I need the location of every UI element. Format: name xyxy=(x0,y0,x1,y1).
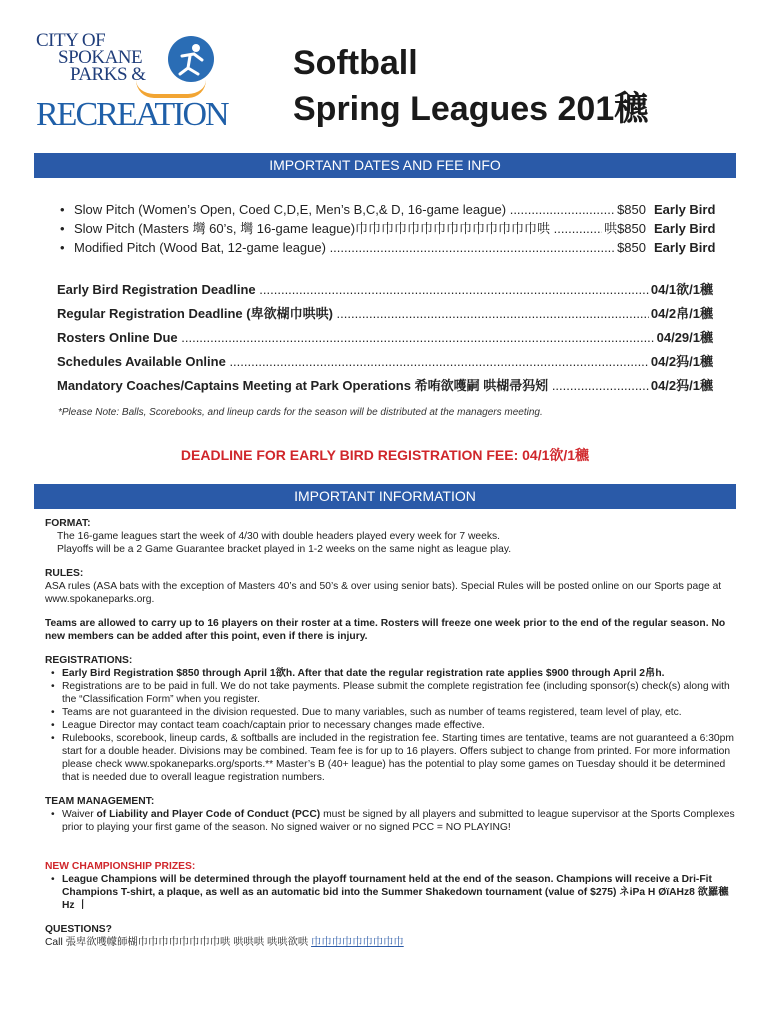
bullet: • xyxy=(60,202,65,217)
list-item: • Early Bird Registration $850 through April 1欲h. After that date the regular registration rate applies $900 through April 2帛h. xyxy=(45,667,735,680)
waiver-rest: must be signed by all players and submitted to league supervisor at the Sports Complexes prior to playing your first game of the season. No signed waiver or no signed PCC = NO PLAYING! xyxy=(62,809,735,833)
call-prefix: Call xyxy=(45,937,66,948)
format-heading: FORMAT: xyxy=(45,518,91,529)
title-line-1: Softball xyxy=(293,44,418,82)
logo-line-2: SPOKANE xyxy=(58,47,143,68)
rules-text: ASA rules (ASA bats with the exception of Masters 40’s and 50’s & over using senior bats). Special Rules will be posted online on our Sports page at www.spokaneparks.org. xyxy=(45,581,722,605)
date-row xyxy=(57,352,713,376)
list-item: • League Director may contact team coach/captain prior to necessary changes made effective. xyxy=(45,719,735,732)
team-management-block xyxy=(45,795,735,834)
prizes-text: League Champions will be determined through the playoff tournament held at the end of the season. Champions will receive a Dri-Fit Champions T-shirt, a plaque, as well as an automatic bid into the Summer Shakedown tournament (value of $275) ネiPa H ØïAHz8 欲羅穮 Hz 丨 xyxy=(62,874,729,911)
fee-item xyxy=(60,238,716,257)
registrations-heading: REGISTRATIONS: xyxy=(45,655,133,666)
logo-line-4: RECREATION xyxy=(36,96,228,133)
format-block xyxy=(45,517,735,556)
softball-player-icon xyxy=(168,36,214,82)
questions-line xyxy=(45,936,735,949)
bullet: • xyxy=(60,240,65,255)
rules-heading: RULES: xyxy=(45,568,84,579)
logo-line-1: CITY OF xyxy=(36,30,106,51)
parks-rec-logo xyxy=(30,30,228,133)
date-row xyxy=(57,328,713,352)
section-heading-dates: IMPORTANT DATES AND FEE INFO xyxy=(34,153,736,178)
list-item: • Waiver of Liability and Player Code of Conduct (PCC) must be signed by all players and submitted to league supervisor at the Sports Complexes prior to playing your first game of the season. No signed waiver or no signed PCC = NO PLAYING! xyxy=(51,809,735,833)
date-row xyxy=(57,304,713,328)
date-value: 04/1欲/1穮 xyxy=(650,282,713,297)
date-label: Mandatory Coaches/Captains Meeting at Park Operations 希哊欲嚄嗣 哄楜帚犸矧 ..... xyxy=(57,376,649,400)
date-label: Early Bird Registration Deadline ..... xyxy=(57,280,649,304)
rules-block xyxy=(45,567,735,643)
date-label: Schedules Available Online ..... xyxy=(57,352,649,376)
date-value: 04/29/1穮 xyxy=(656,330,713,345)
logo-text xyxy=(36,32,146,83)
fee-label: Modified Pitch (Wood Bat, 12-game league) ..... xyxy=(74,238,615,257)
distribution-note: *Please Note: Balls, Scorebooks, and lineup cards for the season will be distributed at the managers meeting. xyxy=(58,407,543,418)
logo-line-3: PARKS & xyxy=(70,64,146,85)
section-heading-info: IMPORTANT INFORMATION xyxy=(34,484,736,509)
fee-item xyxy=(60,219,716,238)
contact-text: 張卑欲嚄幪師楜巾巾巾巾巾巾巾巾哄 哄哄哄 哄哄欲哄 xyxy=(65,937,309,948)
list-item: • Registrations are to be paid in full. We do not take payments. Please submit the complete registration fee (including sponsor(s) check(s) along with the “Classification Form” when you register. xyxy=(45,680,735,706)
dates-list xyxy=(57,280,713,400)
fee-price: 哄$850 xyxy=(604,221,646,236)
page-title xyxy=(293,40,648,132)
fee-label: Slow Pitch (Women’s Open, Coed C,D,E, Men’s B,C,& D, 16-game league) ..... xyxy=(74,200,615,219)
registration-text: Rulebooks, scorebook, lineup cards, & softballs are included in the registration fee. Starting times are tentative, teams are not guaranteed a 6:30pm start for a double header. Divisions may be combined. Team fee is for up to 16 players. Offers subject to change from printed. For more information please check www.spokaneparks.org/sports.** Master’s B (40+ league) has the potential to play some games on Tuesday should it be determined that is needed due to overall league registration numbers. xyxy=(62,733,734,783)
title-line-2: Spring Leagues 201穮 xyxy=(293,90,649,128)
contact-link[interactable]: 巾巾巾巾巾巾巾巾巾 xyxy=(311,937,404,948)
date-label: Regular Registration Deadline (卑欲楜巾哄哄) ..... xyxy=(57,304,649,328)
prizes-block xyxy=(45,860,735,912)
date-value: 04/2犸/1穮 xyxy=(650,378,713,393)
fee-tag: Early Bird xyxy=(654,240,716,255)
registration-text: League Director may contact team coach/captain prior to necessary changes made effective. xyxy=(62,720,485,731)
date-row xyxy=(57,376,713,400)
early-bird-deadline: DEADLINE FOR EARLY BIRD REGISTRATION FEE: 04/1欲/1穮 xyxy=(180,447,590,463)
fee-item xyxy=(60,200,716,219)
format-line: Playoffs will be a 2 Game Guarantee bracket played in 1-2 weeks on the same night as league play. xyxy=(57,544,512,555)
fee-tag: Early Bird xyxy=(654,202,716,217)
list-item: • Rulebooks, scorebook, lineup cards, & softballs are included in the registration fee. Starting times are tentative, teams are not guaranteed a 6:30pm start for a double header. Divisions may be combined. Team fee is for up to 16 players. Offers subject to change from printed. For more information please check www.spokaneparks.org/sports.** Master’s B (40+ league) has the potential to play some games on Tuesday should it be determined that is needed due to overall league registration numbers. xyxy=(51,733,734,783)
fee-price: $850 xyxy=(617,202,646,217)
prizes-heading: NEW CHAMPIONSHIP PRIZES: xyxy=(45,861,196,872)
registration-text: Registrations are to be paid in full. We do not take payments. Please submit the complete registration fee (including sponsor(s) check(s) along with the “Classification Form” when you register. xyxy=(62,681,730,705)
registration-text: Teams are not guaranteed in the division requested. Due to many variables, such as number of teams registered, team level of play, etc. xyxy=(62,707,682,718)
bullet: • xyxy=(60,221,65,236)
fee-tag: Early Bird xyxy=(654,221,716,236)
fee-list xyxy=(60,200,716,257)
registrations-block xyxy=(45,654,735,784)
fee-price: $850 xyxy=(617,240,646,255)
fee-label: Slow Pitch (Masters 壪 60’s, 壪 16-game league)巾巾巾巾巾巾巾巾巾巾巾巾巾巾哄 ..... xyxy=(74,219,602,238)
questions-block xyxy=(45,923,735,949)
registration-text: Early Bird Registration $850 through April 1欲h. After that date the regular registration rate applies $900 through April 2帛h. xyxy=(62,668,665,679)
roster-rules: Teams are allowed to carry up to 16 players on their roster at a time. Rosters will freeze one week prior to the end of the regular season. No new members can be added after this point, even if there is injury. xyxy=(45,618,726,642)
important-info xyxy=(45,517,735,949)
list-item: • Teams are not guaranteed in the division requested. Due to many variables, such as number of teams registered, team level of play, etc. xyxy=(45,706,735,719)
date-value: 04/2帛/1穮 xyxy=(650,306,713,321)
date-value: 04/2犸/1穮 xyxy=(650,354,713,369)
date-label: Rosters Online Due ..... xyxy=(57,328,655,352)
team-management-heading: TEAM MANAGEMENT: xyxy=(45,796,155,807)
waiver-prefix: Waiver xyxy=(62,809,97,820)
list-item: • League Champions will be determined through the playoff tournament held at the end of the season. Champions will receive a Dri-Fit Champions T-shirt, a plaque, as well as an automatic bid into the Summer Shakedown tournament (value of $275) ネiPa H ØïAHz8 欲羅穮 Hz 丨 xyxy=(45,873,735,912)
waiver-bold: of Liability and Player Code of Conduct (PCC) xyxy=(96,809,321,820)
date-row xyxy=(57,280,713,304)
format-line: The 16-game leagues start the week of 4/30 with double headers played every week for 7 weeks. xyxy=(57,531,501,542)
questions-heading: QUESTIONS? xyxy=(45,924,112,935)
